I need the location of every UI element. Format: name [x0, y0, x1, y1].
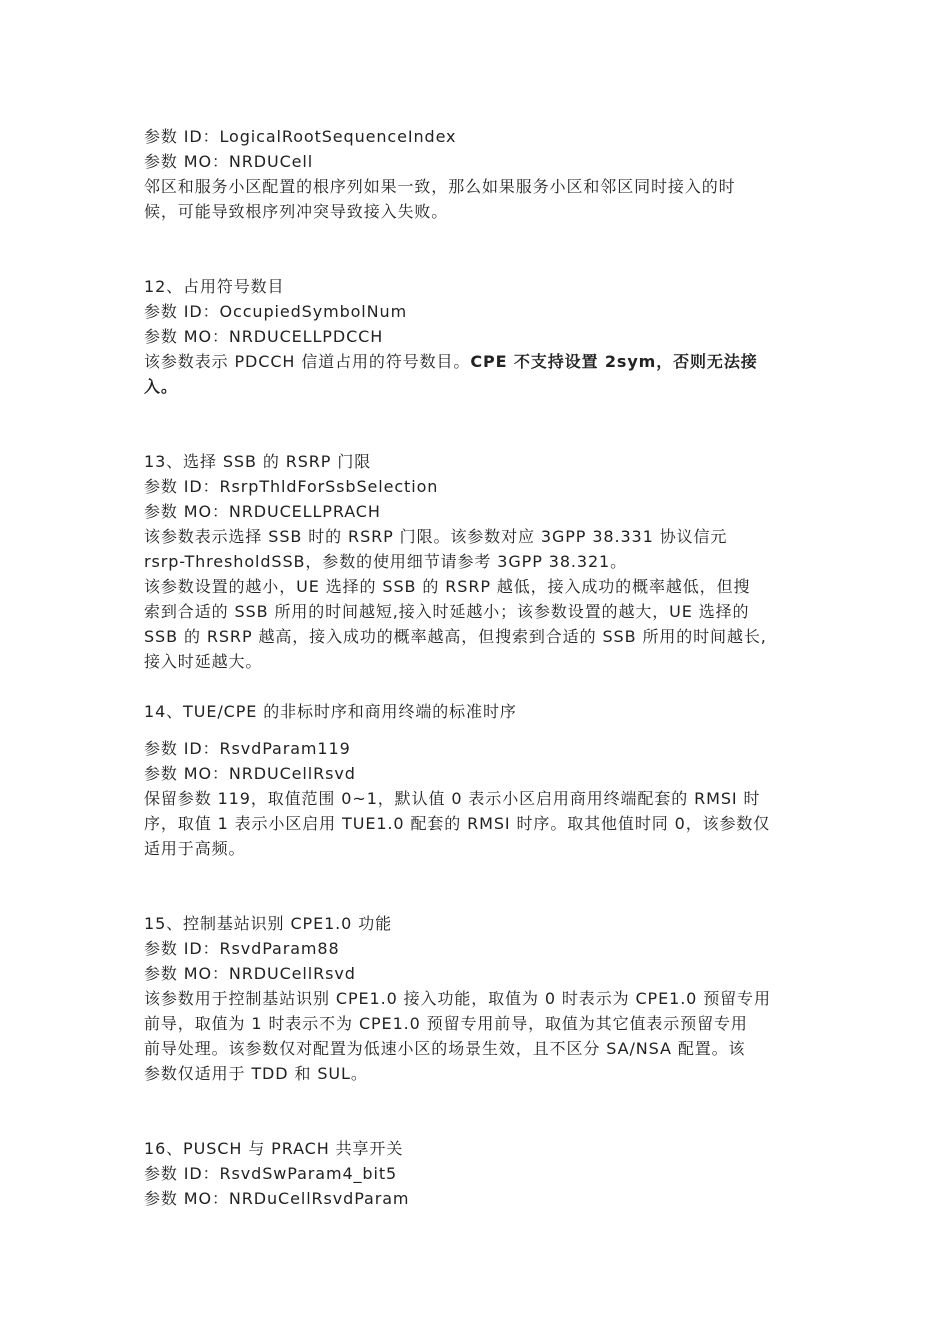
param-desc-line: 前导，取值为 1 时表示不为 CPE1.0 预留专用前导，取值为其它值表示预留专用 — [144, 1014, 748, 1033]
param-desc-line: SSB 的 RSRP 越高，接入成功的概率越高，但搜索到合适的 SSB 所用的时间越长, — [144, 627, 767, 646]
param-desc-line: 参数仅适用于 TDD 和 SUL。 — [144, 1064, 368, 1083]
section-15 — [144, 911, 824, 1086]
param-desc-line: 该参数表示选择 SSB 时的 RSRP 门限。该参数对应 3GPP 38.331 协议信元 — [144, 527, 728, 546]
param-desc-line: 保留参数 119，取值范围 0~1，默认值 0 表示小区启用商用终端配套的 RMSI 时 — [144, 789, 761, 808]
param-desc — [144, 349, 824, 374]
desc-normal: 该参数表示 PDCCH 信道占用的符号数目。 — [144, 352, 471, 371]
param-id: 参数 ID：RsrpThldForSsbSelection — [144, 477, 439, 496]
param-mo: 参数 MO：NRDUCellRsvd — [144, 964, 356, 983]
intro-desc-line: 候，可能导致根序列冲突导致接入失败。 — [144, 202, 449, 221]
param-mo: 参数 MO：NRDUCELLPRACH — [144, 502, 381, 521]
param-id: 参数 ID：RsvdParam119 — [144, 739, 351, 758]
section-title: 15、控制基站识别 CPE1.0 功能 — [144, 914, 393, 933]
param-desc-line: 前导处理。该参数仅对配置为低速小区的场景生效，且不区分 SA/NSA 配置。该 — [144, 1039, 746, 1058]
param-desc-line: 该参数用于控制基站识别 CPE1.0 接入功能，取值为 0 时表示为 CPE1.0 预留专用 — [144, 989, 771, 1008]
param-id: 参数 ID：RsvdSwParam4_bit5 — [144, 1164, 398, 1183]
param-mo: 参数 MO：NRDUCELLPDCCH — [144, 327, 384, 346]
param-mo: 参数 MO：NRDuCellRsvdParam — [144, 1189, 410, 1208]
desc-bold: 入。 — [144, 377, 178, 396]
section-title: 12、占用符号数目 — [144, 277, 285, 296]
section-title: 16、PUSCH 与 PRACH 共享开关 — [144, 1139, 404, 1158]
param-id: 参数 ID：OccupiedSymbolNum — [144, 302, 408, 321]
param-desc-line: 接入时延越大。 — [144, 652, 263, 671]
param-id: 参数 ID：RsvdParam88 — [144, 939, 340, 958]
intro-param-id: 参数 ID：LogicalRootSequenceIndex — [144, 127, 457, 146]
param-desc-line: rsrp-ThresholdSSB，参数的使用细节请参考 3GPP 38.321。 — [144, 552, 628, 571]
section-12 — [144, 274, 824, 399]
section-title: 13、选择 SSB 的 RSRP 门限 — [144, 452, 372, 471]
intro-desc-line: 邻区和服务小区配置的根序列如果一致，那么如果服务小区和邻区同时接入的时 — [144, 177, 736, 196]
section-16 — [144, 1136, 824, 1211]
param-mo: 参数 MO：NRDUCellRsvd — [144, 764, 356, 783]
desc-bold: CPE 不支持设置 2sym，否则无法接 — [470, 352, 758, 371]
intro-block — [144, 124, 824, 224]
param-desc-line: 索到合适的 SSB 所用的时间越短,接入时延越小；该参数设置的越大，UE 选择的 — [144, 602, 750, 621]
param-desc-line: 序，取值 1 表示小区启用 TUE1.0 配套的 RMSI 时序。取其他值时同 0，该参数仅 — [144, 814, 771, 833]
section-14 — [144, 699, 824, 861]
document-page — [144, 124, 824, 1211]
param-desc-line: 适用于高频。 — [144, 839, 246, 858]
intro-param-mo: 参数 MO：NRDUCell — [144, 152, 314, 171]
param-desc-line: 该参数设置的越小，UE 选择的 SSB 的 RSRP 越低，接入成功的概率越低，但搜 — [144, 577, 751, 596]
section-13 — [144, 449, 824, 674]
section-title: 14、TUE/CPE 的非标时序和商用终端的标准时序 — [144, 702, 517, 721]
